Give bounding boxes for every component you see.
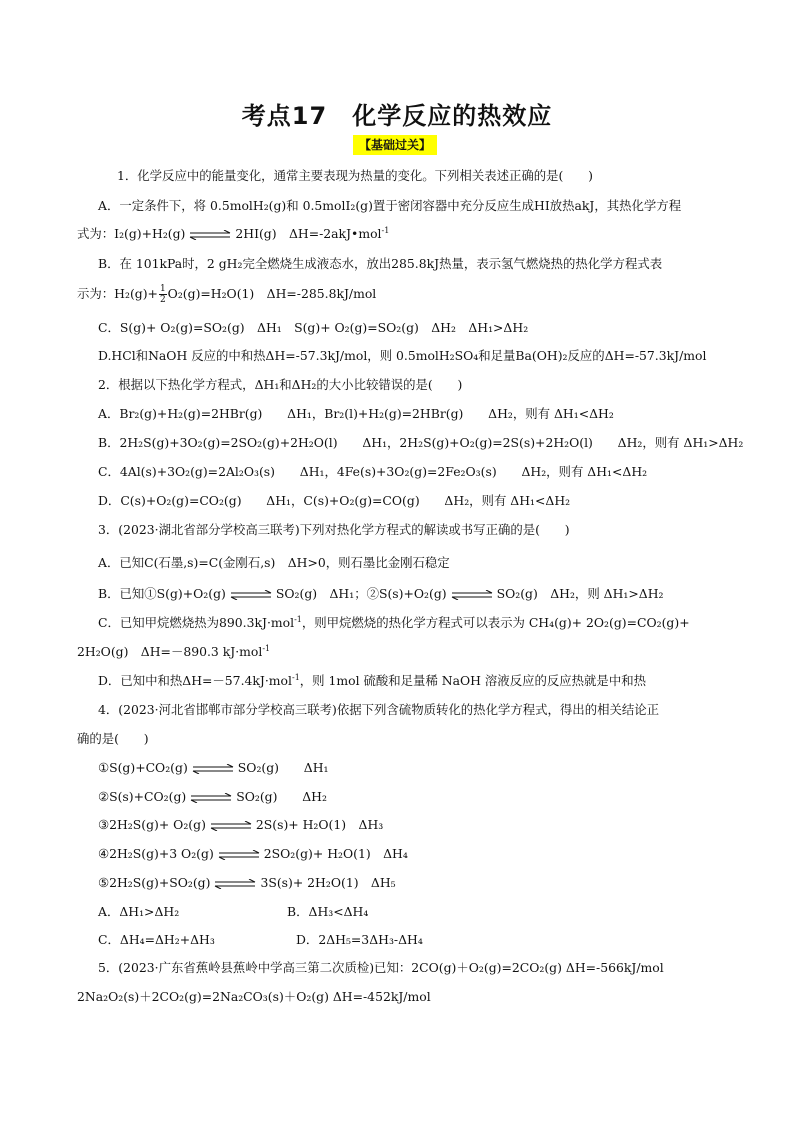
q1-option-a-line1: A．一定条件下，将 0.5molH₂(g)和 0.5molI₂(g)置于密闭容器中充分反应生成HI放热akJ，其热化学方程	[98, 198, 682, 213]
q2-option-d: D．C(s)+O₂(g)=CO₂(g) ΔH₁，C(s)+O₂(g)=CO(g) ΔH₂，则有 ΔH₁<ΔH₂	[98, 493, 571, 508]
q4-e3-left: ③2H₂S(g)+ O₂(g)	[98, 817, 206, 832]
q1-a-eq-left: 式为：I₂(g)+H₂(g)	[77, 226, 186, 241]
q4-equation-3	[98, 815, 383, 835]
reversible-arrow-icon	[230, 590, 272, 600]
q3-option-a: A．已知C(石墨,s)=C(金刚石,s) ΔH>0，则石墨比金刚石稳定	[98, 555, 450, 570]
q2-option-a: A．Br₂(g)+H₂(g)=2HBr(g) ΔH₁，Br₂(l)+H₂(g)=2HBr(g) ΔH₂，则有 ΔH₁<ΔH₂	[98, 406, 614, 421]
q1-option-d: D.HCl和NaOH 反应的中和热ΔH=-57.3kJ/mol，则 0.5molH₂SO₄和足量Ba(OH)₂反应的ΔH=-57.3kJ/mol	[98, 348, 707, 363]
q4-equation-1	[98, 758, 329, 778]
reversible-arrow-icon	[218, 850, 260, 860]
q2-option-c: C．4Al(s)+3O₂(g)=2Al₂O₃(s) ΔH₁，4Fe(s)+3O₂(g)=2Fe₂O₃(s) ΔH₂，则有 ΔH₁<ΔH₂	[98, 464, 648, 479]
reversible-arrow-icon	[192, 764, 234, 774]
q4-option-d: D．2ΔH₅=3ΔH₃-ΔH₄	[296, 932, 423, 947]
q1-option-c: C．S(g)+ O₂(g)=SO₂(g) ΔH₁ S(g)+ O₂(g)=SO₂(g) ΔH₂ ΔH₁>ΔH₂	[98, 320, 529, 335]
q3-b-part3: SO₂(g) ΔH₂，则 ΔH₁>ΔH₂	[496, 586, 664, 601]
reversible-arrow-icon	[190, 793, 232, 803]
reversible-arrow-icon	[210, 821, 252, 831]
reversible-arrow-icon	[214, 879, 256, 889]
fraction	[159, 284, 167, 305]
q3-c-part3: 2H₂O(g) ΔH=－890.3 kJ·mol	[77, 644, 263, 659]
q4-e5-left: ⑤2H₂S(g)+SO₂(g)	[98, 875, 211, 890]
q3-option-c-line2	[77, 642, 270, 662]
q4-e3-right: 2S(s)+ H₂O(1) ΔH₃	[255, 817, 384, 832]
q4-e1-left: ①S(g)+CO₂(g)	[98, 760, 188, 775]
q4-stem-line1: 4．(2023·河北省邯郸市部分学校高三联考)依据下列含硫物质转化的热化学方程式，得出的相关结论正	[98, 702, 660, 717]
q1-a-sup: -1	[381, 226, 390, 235]
q1-b-eq-right: O₂(g)=H₂O(1) ΔH=-285.8kJ/mol	[167, 286, 377, 301]
q4-e4-right: 2SO₂(g)+ H₂O(1) ΔH₄	[263, 846, 408, 861]
reversible-arrow-icon	[451, 590, 493, 600]
q4-option-a: A．ΔH₁>ΔH₂	[98, 904, 180, 919]
q3-b-part2: SO₂(g) ΔH₁；②S(s)+O₂(g)	[275, 586, 447, 601]
q3-c-sup1: -1	[294, 615, 302, 624]
q5-line2: 2Na₂O₂(s)＋2CO₂(g)=2Na₂CO₃(s)＋O₂(g) ΔH=-452kJ/mol	[77, 989, 431, 1004]
page-title: 考点17 化学反应的热效应	[241, 102, 553, 130]
q1-b-eq-left: 示为：H₂(g)+	[77, 286, 158, 301]
q3-b-part1: B．已知①S(g)+O₂(g)	[98, 586, 226, 601]
q4-e4-left: ④2H₂S(g)+3 O₂(g)	[98, 846, 214, 861]
q4-equation-4	[98, 844, 408, 864]
q3-d-sup: -1	[291, 673, 300, 682]
q1-option-b-line2	[77, 284, 376, 305]
q4-equation-5	[98, 873, 396, 893]
q4-option-c: C．ΔH₄=ΔH₂+ΔH₃	[98, 932, 215, 947]
q3-stem: 3．(2023·湖北省部分学校高三联考)下列对热化学方程式的解读或书写正确的是( )	[98, 522, 570, 537]
q1-option-a-line2	[77, 224, 389, 244]
q4-option-b: B．ΔH₃<ΔH₄	[287, 904, 369, 919]
q3-c-sup2: -1	[262, 644, 271, 653]
q4-e2-right: SO₂(g) ΔH₂	[236, 789, 327, 804]
q3-d-part2: ，则 1mol 硫酸和足量稀 NaOH 溶液反应的反应热就是中和热	[299, 673, 646, 688]
q4-equation-2	[98, 787, 327, 807]
q4-stem-line2: 确的是( )	[77, 731, 149, 746]
q4-e5-right: 3S(s)+ 2H₂O(1) ΔH₅	[260, 875, 396, 890]
q4-e2-left: ②S(s)+CO₂(g)	[98, 789, 187, 804]
q2-stem: 2．根据以下热化学方程式，ΔH₁和ΔH₂的大小比较错误的是( )	[98, 377, 463, 392]
q3-d-part1: D．已知中和热ΔH=－57.4kJ·mol	[98, 673, 292, 688]
q1-stem: 1．化学反应中的能量变化，通常主要表现为热量的变化。下列相关表述正确的是( )	[117, 168, 594, 183]
q3-c-part1: C．已知甲烷燃烧热为890.3kJ·mol	[98, 615, 295, 630]
section-badge: 【基础过关】	[353, 135, 437, 155]
q5-stem: 5．(2023·广东省蕉岭县蕉岭中学高三第二次质检)已知：2CO(g)＋O₂(g)=2CO₂(g) ΔH=-566kJ/mol	[98, 960, 664, 975]
reversible-arrow-icon	[189, 230, 231, 240]
q1-a-eq-right: 2HI(g) ΔH=-2akJ•mol	[235, 226, 382, 241]
fraction-numerator: 1	[159, 284, 166, 294]
q4-e1-right: SO₂(g) ΔH₁	[237, 760, 329, 775]
q3-c-part2: ，则甲烷燃烧的热化学方程式可以表示为 CH₄(g)+ 2O₂(g)=CO₂(g)+	[301, 615, 690, 630]
q2-option-b: B．2H₂S(g)+3O₂(g)=2SO₂(g)+2H₂O(l) ΔH₁，2H₂S(g)+O₂(g)=2S(s)+2H₂O(l) ΔH₂，则有 ΔH₁>ΔH₂	[98, 435, 744, 450]
q3-option-c-line1	[98, 613, 690, 633]
q1-option-b-line1: B．在 101kPa时，2 gH₂完全燃烧生成液态水，放出285.8kJ热量，表示氢气燃烧热的热化学方程式表	[98, 256, 663, 271]
q3-option-b	[98, 584, 663, 604]
fraction-denominator: 2	[159, 295, 166, 305]
q3-option-d	[98, 671, 646, 691]
